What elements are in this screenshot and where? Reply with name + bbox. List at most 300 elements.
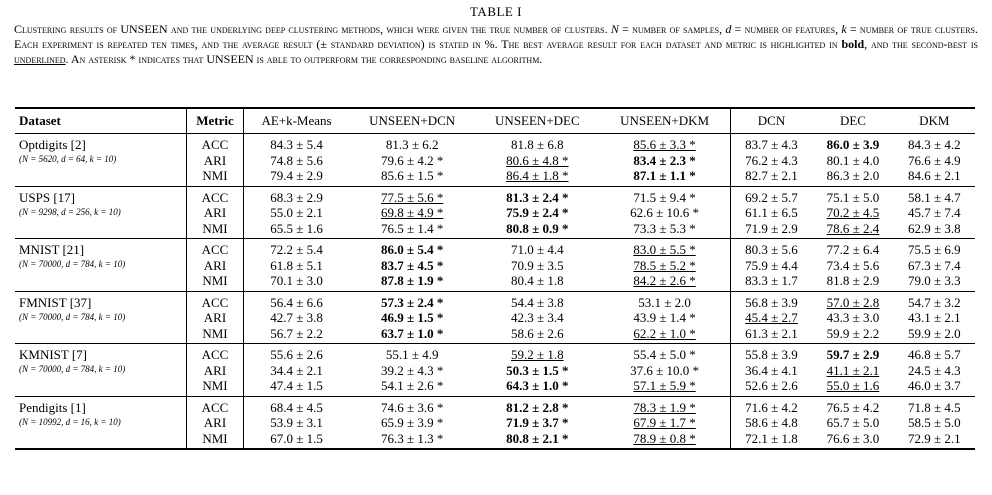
value-cell	[812, 396, 893, 415]
value-text: 58.6 ± 4.8	[745, 415, 798, 430]
value-text: 78.5 ± 5.2 *	[633, 257, 696, 273]
value-cell	[599, 153, 730, 169]
table-row	[15, 186, 975, 205]
dataset-cell	[15, 291, 187, 344]
value-text: 85.6 ± 3.3 *	[633, 137, 696, 152]
value-cell	[349, 396, 475, 415]
table-label: TABLE I	[470, 4, 522, 19]
value-text: 68.3 ± 2.9	[270, 189, 323, 205]
value-cell	[812, 378, 893, 396]
table-row	[15, 344, 975, 363]
value-cell	[730, 344, 812, 363]
value-cell	[349, 186, 475, 205]
value-cell	[475, 344, 599, 363]
value-text: 70.1 ± 3.0	[270, 273, 323, 288]
value-text: 55.0 ± 1.6	[826, 378, 880, 393]
value-text: 43.3 ± 3.0	[826, 310, 880, 325]
value-cell	[599, 396, 730, 415]
value-cell	[475, 186, 599, 205]
value-cell	[730, 363, 812, 379]
value-cell	[599, 186, 730, 205]
dataset-cell	[15, 396, 187, 449]
dataset-cell	[15, 239, 187, 292]
value-text: 61.1 ± 6.5	[745, 205, 798, 220]
dataset-meta: (N = 70000, d = 784, k = 10)	[19, 259, 126, 269]
caption-part-5: , and the second-best is	[864, 37, 978, 51]
metric-cell: ACC	[187, 134, 244, 153]
value-text: 46.9 ± 1.5 *	[380, 310, 444, 325]
value-text: 73.3 ± 5.3 *	[633, 220, 696, 236]
metric-cell: NMI	[187, 168, 244, 186]
value-text: 73.4 ± 5.6	[826, 257, 880, 273]
value-cell	[730, 378, 812, 396]
value-text: 71.6 ± 4.2	[745, 399, 798, 415]
value-text: 62.9 ± 3.8	[907, 220, 961, 236]
value-cell	[599, 168, 730, 186]
value-text: 84.2 ± 2.6 *	[633, 273, 696, 288]
value-text: 80.8 ± 0.9 *	[506, 220, 569, 236]
metric-cell: NMI	[187, 431, 244, 450]
value-text: 65.9 ± 3.9 *	[380, 415, 444, 430]
value-text: 75.9 ± 4.4	[745, 257, 798, 273]
value-cell	[475, 221, 599, 239]
table-row	[15, 291, 975, 310]
value-text: 85.6 ± 1.5 *	[380, 168, 444, 183]
value-cell	[349, 378, 475, 396]
value-text: 76.5 ± 1.4 *	[380, 220, 444, 236]
caption-var-n: N	[610, 22, 619, 36]
value-text: 87.1 ± 1.1 *	[633, 168, 696, 183]
dataset-name: FMNIST [37]	[19, 294, 92, 310]
value-cell	[349, 205, 475, 221]
metric-cell: NMI	[187, 221, 244, 239]
value-cell	[349, 363, 475, 379]
dataset-meta: (N = 10992, d = 16, k = 10)	[19, 416, 121, 427]
value-cell	[894, 291, 975, 310]
value-text: 55.1 ± 4.9	[385, 347, 439, 362]
value-cell	[894, 431, 975, 450]
value-cell	[244, 186, 350, 205]
value-text: 56.4 ± 6.6	[270, 294, 323, 310]
value-cell	[812, 273, 893, 291]
value-text: 72.9 ± 2.1	[907, 430, 961, 446]
value-cell	[475, 134, 599, 153]
caption-part-2: = number of samples,	[618, 22, 726, 36]
value-cell	[730, 431, 812, 450]
value-cell	[599, 363, 730, 379]
dataset-meta: (N = 9298, d = 256, k = 10)	[19, 206, 121, 217]
value-text: 84.6 ± 2.1	[907, 168, 961, 183]
value-cell	[349, 415, 475, 431]
value-cell	[894, 310, 975, 326]
value-cell	[599, 344, 730, 363]
value-cell	[812, 153, 893, 169]
value-text: 43.9 ± 1.4 *	[633, 310, 696, 325]
value-text: 45.7 ± 7.4	[907, 205, 961, 220]
value-text: 70.2 ± 4.5	[826, 205, 880, 220]
value-text: 63.7 ± 1.0 *	[380, 325, 444, 341]
value-text: 76.3 ± 1.3 *	[380, 430, 444, 446]
value-text: 71.9 ± 2.9	[745, 220, 798, 236]
value-text: 50.3 ± 1.5 *	[506, 362, 569, 378]
value-cell	[349, 134, 475, 153]
value-cell	[730, 134, 812, 153]
value-text: 86.4 ± 1.8 *	[506, 168, 569, 183]
value-text: 65.7 ± 5.0	[826, 415, 880, 430]
dataset-name: Optdigits [2]	[19, 137, 86, 152]
value-text: 75.5 ± 6.9	[907, 242, 961, 257]
value-text: 74.6 ± 3.6 *	[380, 399, 444, 415]
value-cell	[244, 205, 350, 221]
value-text: 59.2 ± 1.8	[511, 347, 564, 362]
value-cell	[730, 205, 812, 221]
dataset-name: MNIST [21]	[19, 242, 85, 257]
value-text: 34.4 ± 2.1	[270, 362, 323, 378]
value-text: 86.3 ± 2.0	[826, 168, 880, 183]
value-text: 77.2 ± 6.4	[826, 242, 880, 257]
metric-cell: ARI	[187, 258, 244, 274]
value-text: 56.8 ± 3.9	[745, 294, 798, 310]
metric-cell: ACC	[187, 186, 244, 205]
value-cell	[894, 378, 975, 396]
metric-cell: NMI	[187, 273, 244, 291]
value-text: 70.9 ± 3.5	[511, 257, 564, 273]
value-cell	[730, 168, 812, 186]
value-cell	[894, 186, 975, 205]
value-cell	[599, 415, 730, 431]
value-cell	[244, 415, 350, 431]
value-text: 76.5 ± 4.2	[826, 399, 880, 415]
table-row	[15, 396, 975, 415]
value-cell	[475, 205, 599, 221]
caption-bold-word: bold	[841, 37, 865, 51]
value-text: 84.3 ± 5.4	[270, 137, 323, 152]
value-cell	[730, 415, 812, 431]
metric-cell: ACC	[187, 239, 244, 258]
value-text: 86.0 ± 5.4 *	[380, 242, 444, 257]
value-cell	[812, 186, 893, 205]
value-text: 77.5 ± 5.6 *	[380, 189, 444, 205]
value-text: 42.3 ± 3.4	[511, 310, 564, 325]
value-cell	[244, 258, 350, 274]
dataset-name: Pendigits [1]	[19, 399, 86, 415]
value-text: 55.6 ± 2.6	[270, 347, 323, 362]
value-text: 83.3 ± 1.7	[745, 273, 798, 288]
dataset-cell	[15, 134, 187, 187]
table-row	[15, 134, 975, 153]
header-metric: Metric	[187, 108, 244, 134]
value-text: 78.3 ± 1.9 *	[633, 399, 696, 415]
dataset-name: USPS [17]	[19, 189, 75, 205]
value-text: 58.6 ± 2.6	[511, 325, 564, 341]
value-cell	[894, 168, 975, 186]
value-text: 57.0 ± 2.8	[826, 294, 880, 310]
value-text: 57.3 ± 2.4 *	[380, 294, 444, 310]
value-cell	[812, 258, 893, 274]
metric-cell: ACC	[187, 291, 244, 310]
value-text: 62.2 ± 1.0 *	[633, 325, 696, 341]
value-cell	[244, 378, 350, 396]
value-cell	[812, 363, 893, 379]
value-cell	[730, 153, 812, 169]
value-cell	[599, 239, 730, 258]
value-cell	[244, 326, 350, 344]
value-text: 80.1 ± 4.0	[826, 152, 880, 168]
value-text: 76.2 ± 4.3	[745, 152, 798, 168]
value-text: 84.3 ± 4.2	[907, 137, 961, 152]
value-text: 81.8 ± 2.9	[826, 273, 880, 288]
value-text: 78.9 ± 0.8 *	[633, 430, 696, 446]
value-text: 83.4 ± 2.3 *	[633, 152, 696, 168]
caption-part-3: = number of features,	[731, 22, 842, 36]
header-unseen-dkm: UNSEEN+DKM	[599, 108, 730, 134]
value-cell	[894, 415, 975, 431]
value-text: 59.7 ± 2.9	[826, 347, 880, 362]
value-cell	[812, 168, 893, 186]
value-cell	[349, 168, 475, 186]
value-text: 71.5 ± 9.4 *	[633, 189, 696, 205]
value-cell	[812, 205, 893, 221]
value-text: 43.1 ± 2.1	[907, 310, 961, 325]
value-text: 55.0 ± 2.1	[270, 205, 323, 220]
header-dataset: Dataset	[15, 108, 187, 134]
value-text: 81.3 ± 2.4 *	[506, 189, 569, 205]
dataset-meta: (N = 70000, d = 784, k = 10)	[19, 364, 126, 374]
value-text: 47.4 ± 1.5	[270, 378, 323, 393]
header-dkm: DKM	[919, 113, 950, 128]
value-cell	[730, 273, 812, 291]
value-text: 79.4 ± 2.9	[270, 168, 323, 183]
caption-part-1: Clustering results of UNSEEN and the underlying deep clustering methods, which were given the true number of clusters.	[14, 22, 611, 36]
value-cell	[599, 273, 730, 291]
value-text: 61.8 ± 5.1	[270, 257, 323, 273]
value-text: 78.6 ± 2.4	[826, 220, 880, 236]
value-cell	[894, 344, 975, 363]
value-text: 54.4 ± 3.8	[511, 294, 564, 310]
value-cell	[812, 344, 893, 363]
value-text: 71.9 ± 3.7 *	[506, 415, 569, 430]
value-cell	[475, 310, 599, 326]
value-text: 36.4 ± 4.1	[745, 362, 798, 378]
value-cell	[812, 415, 893, 431]
caption-part-6: . An asterisk * indicates that UNSEEN is able to outperform the corresponding baseline algorithm.	[65, 52, 543, 66]
metric-cell: NMI	[187, 378, 244, 396]
value-text: 79.0 ± 3.3	[907, 273, 961, 288]
metric-cell: NMI	[187, 326, 244, 344]
value-text: 58.1 ± 4.7	[907, 189, 961, 205]
value-cell	[730, 396, 812, 415]
value-text: 39.2 ± 4.3 *	[380, 362, 444, 378]
value-cell	[349, 326, 475, 344]
value-text: 86.0 ± 3.9	[826, 137, 880, 152]
value-text: 82.7 ± 2.1	[745, 168, 798, 183]
value-cell	[349, 239, 475, 258]
value-text: 64.3 ± 1.0 *	[506, 378, 569, 393]
value-cell	[730, 239, 812, 258]
value-text: 46.8 ± 5.7	[907, 347, 961, 362]
value-text: 46.0 ± 3.7	[907, 378, 961, 393]
header-unseen-dcn: UNSEEN+DCN	[369, 113, 456, 128]
value-cell	[599, 221, 730, 239]
value-cell	[599, 205, 730, 221]
value-text: 80.8 ± 2.1 *	[506, 430, 569, 446]
value-text: 71.8 ± 4.5	[907, 399, 961, 415]
value-text: 58.5 ± 5.0	[907, 415, 961, 430]
value-cell	[812, 221, 893, 239]
value-text: 80.4 ± 1.8	[511, 273, 564, 288]
value-cell	[244, 363, 350, 379]
value-text: 62.6 ± 10.6 *	[630, 205, 700, 220]
value-cell	[599, 134, 730, 153]
value-cell	[599, 326, 730, 344]
header-unseen-dec: UNSEEN+DEC	[495, 113, 580, 128]
value-cell	[475, 431, 599, 450]
value-cell	[812, 310, 893, 326]
value-cell	[349, 258, 475, 274]
value-text: 67.0 ± 1.5	[270, 430, 323, 446]
value-text: 67.9 ± 1.7 *	[633, 415, 696, 430]
value-cell	[475, 363, 599, 379]
value-text: 74.8 ± 5.6	[270, 152, 323, 168]
value-text: 87.8 ± 1.9 *	[380, 273, 444, 288]
value-cell	[894, 258, 975, 274]
value-cell	[349, 310, 475, 326]
value-text: 56.7 ± 2.2	[270, 325, 323, 341]
value-cell	[894, 134, 975, 153]
value-text: 72.2 ± 5.4	[270, 242, 323, 257]
value-cell	[475, 273, 599, 291]
value-cell	[599, 310, 730, 326]
dataset-group	[15, 396, 975, 449]
header-dec: DEC	[839, 113, 866, 128]
value-text: 53.9 ± 3.1	[270, 415, 323, 430]
value-cell	[475, 239, 599, 258]
value-cell	[894, 239, 975, 258]
value-text: 81.3 ± 6.2	[385, 137, 439, 152]
value-text: 24.5 ± 4.3	[907, 362, 961, 378]
dataset-cell	[15, 186, 187, 239]
value-text: 52.6 ± 2.6	[745, 378, 798, 393]
header-row	[15, 108, 975, 134]
value-text: 80.6 ± 4.8 *	[506, 152, 569, 168]
value-cell	[349, 273, 475, 291]
value-cell	[812, 239, 893, 258]
metric-cell: ACC	[187, 344, 244, 363]
caption-var-k: k	[841, 22, 847, 36]
table-caption	[14, 22, 978, 67]
value-text: 68.4 ± 4.5	[270, 399, 323, 415]
dataset-name: KMNIST [7]	[19, 347, 88, 362]
metric-cell: ARI	[187, 310, 244, 326]
value-cell	[599, 378, 730, 396]
dataset-group	[15, 291, 975, 344]
value-text: 69.8 ± 4.9 *	[380, 205, 444, 220]
caption-part-4: = number of true clusters. Each experiment is repeated ten times, and the average result (± standard deviation) is stated in %. The best average result for each dataset and metric is highlighted in	[14, 22, 978, 51]
value-text: 80.3 ± 5.6	[745, 242, 798, 257]
value-cell	[894, 326, 975, 344]
caption-var-d: d	[725, 22, 732, 36]
dataset-group	[15, 239, 975, 292]
value-cell	[475, 396, 599, 415]
value-cell	[894, 153, 975, 169]
value-cell	[349, 431, 475, 450]
value-text: 81.8 ± 6.8	[511, 137, 564, 152]
value-cell	[730, 326, 812, 344]
value-cell	[894, 273, 975, 291]
value-cell	[244, 431, 350, 450]
value-cell	[730, 186, 812, 205]
value-cell	[894, 396, 975, 415]
value-text: 54.1 ± 2.6 *	[380, 378, 444, 393]
value-cell	[244, 291, 350, 310]
value-cell	[475, 291, 599, 310]
value-text: 83.7 ± 4.3	[745, 137, 798, 152]
dataset-meta: (N = 5620, d = 64, k = 10)	[19, 154, 117, 164]
value-cell	[475, 258, 599, 274]
value-cell	[475, 378, 599, 396]
value-cell	[730, 258, 812, 274]
metric-cell: ARI	[187, 363, 244, 379]
table-row	[15, 239, 975, 258]
value-cell	[894, 363, 975, 379]
header-dcn: DCN	[757, 113, 786, 128]
value-cell	[894, 205, 975, 221]
value-cell	[812, 134, 893, 153]
header-ae-kmeans: AE+k-Means	[261, 113, 332, 128]
value-cell	[475, 415, 599, 431]
value-cell	[349, 221, 475, 239]
value-cell	[244, 168, 350, 186]
value-text: 42.7 ± 3.8	[270, 310, 323, 325]
value-cell	[730, 221, 812, 239]
value-cell	[244, 239, 350, 258]
metric-cell: ARI	[187, 415, 244, 431]
value-text: 41.1 ± 2.1	[826, 362, 880, 378]
dataset-cell	[15, 344, 187, 397]
value-cell	[475, 153, 599, 169]
value-text: 37.6 ± 10.0 *	[630, 362, 700, 378]
results-table	[15, 107, 975, 450]
value-cell	[349, 291, 475, 310]
caption-underlined-word: underlined	[14, 52, 66, 66]
value-cell	[244, 221, 350, 239]
value-text: 76.6 ± 3.0	[826, 430, 880, 446]
value-text: 61.3 ± 2.1	[745, 325, 798, 341]
value-cell	[812, 291, 893, 310]
value-text: 55.4 ± 5.0 *	[633, 347, 696, 362]
value-text: 72.1 ± 1.8	[745, 430, 798, 446]
dataset-group	[15, 344, 975, 397]
value-cell	[812, 431, 893, 450]
value-text: 83.7 ± 4.5 *	[380, 257, 444, 273]
value-text: 81.2 ± 2.8 *	[506, 399, 569, 415]
value-text: 55.8 ± 3.9	[745, 347, 798, 362]
value-cell	[599, 431, 730, 450]
value-text: 83.0 ± 5.5 *	[633, 242, 696, 257]
metric-cell: ACC	[187, 396, 244, 415]
value-text: 75.9 ± 2.4 *	[506, 205, 569, 220]
value-cell	[730, 291, 812, 310]
value-text: 54.7 ± 3.2	[907, 294, 961, 310]
value-text: 71.0 ± 4.4	[511, 242, 564, 257]
value-cell	[812, 326, 893, 344]
metric-cell: ARI	[187, 153, 244, 169]
value-text: 75.1 ± 5.0	[826, 189, 880, 205]
value-cell	[244, 153, 350, 169]
value-text: 76.6 ± 4.9	[907, 152, 961, 168]
value-text: 79.6 ± 4.2 *	[380, 152, 444, 168]
value-text: 45.4 ± 2.7	[745, 310, 798, 325]
